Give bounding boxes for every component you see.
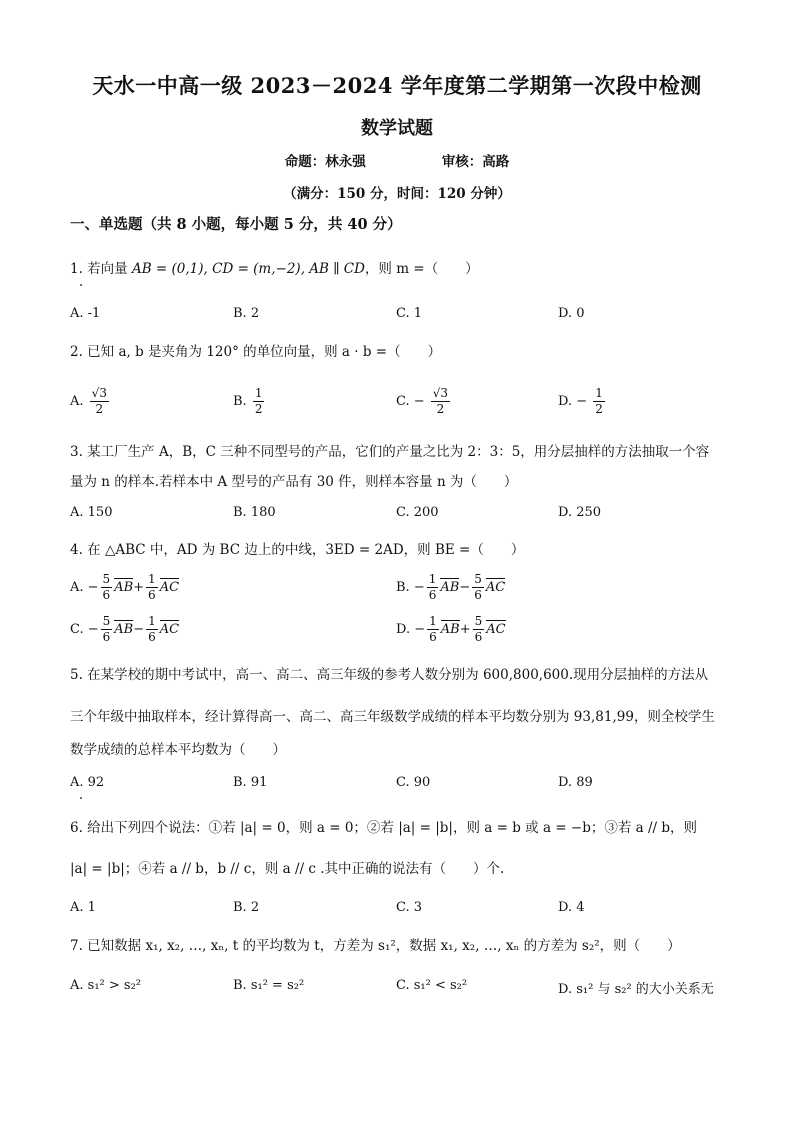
author-label: 命题：林永强 (284, 154, 366, 170)
q2-option-d: D. − $\frac{1}{2}$ (558, 386, 603, 416)
q4-option-c: C. − $\frac{5}{6}$ AB− $\frac{1}{6}$ AC (70, 614, 180, 644)
q3-option-a: A. 150 (70, 505, 113, 520)
q1-math: AB = (0,1), CD = (m,−2), AB ∥ CD (131, 261, 365, 277)
question-3-line-1: 3. 某工厂生产 A，B，C 三种不同型号的产品，它们的产量之比为 2：3：5，用分层抽样的方法抽取一个容 (70, 444, 710, 460)
q6-option-c: C. 3 (396, 900, 423, 915)
q2-option-c: C. − $\frac{√3}{2}$ (396, 386, 449, 416)
q4-option-d: D. − $\frac{1}{6}$ AB+ $\frac{5}{6}$ AC (396, 614, 506, 644)
q3-option-d: D. 250 (558, 505, 602, 520)
q7-option-a: A. s₁² > s₂² (70, 978, 141, 993)
exam-meta (0, 150, 794, 170)
q5-option-a: A. 92 (70, 775, 105, 790)
reviewer-label: 审核：高路 (441, 154, 510, 170)
question-6-line-1: 6. 给出下列四个说法：①若 |a| = 0，则 a = 0；②若 |a| = |b|，则 a = b 或 a = −b；③若 a // b，则 (70, 820, 697, 836)
q2-option-a: A. $\frac{√3}{2}$ (70, 386, 107, 416)
question-5-line-2: 三个年级中抽取样本，经计算得高一、高二、高三年级数学成绩的样本平均数分别为 93,81,99，则全校学生 (70, 709, 715, 725)
question-5-line-3: 数学成绩的总样本平均数为（ ） (70, 742, 286, 758)
scan-dot (80, 284, 82, 286)
exam-subtitle: 数学试题 (361, 118, 433, 139)
question-1 (70, 259, 734, 279)
q6-option-b: B. 2 (233, 900, 260, 915)
q7-option-d: D. s₁² 与 s₂² 的大小关系无 (558, 982, 714, 997)
q7-option-c: C. s₁² < s₂² (396, 978, 468, 993)
q1-option-a: A. -1 (70, 306, 101, 321)
question-2: 2. 已知 a, b 是夹角为 120° 的单位向量，则 a · b =（ ） (70, 344, 442, 360)
q4-option-b: B. − $\frac{1}{6}$ AB− $\frac{5}{6}$ AC (396, 572, 506, 602)
question-7: 7. 已知数据 x₁, x₂, …, xₙ, t 的平均数为 t，方差为 s₁²，数据 x₁, x₂, …, xₙ 的方差为 s₂²，则（ ） (70, 938, 681, 954)
q4-option-a: A. − $\frac{5}{6}$ AB+ $\frac{1}{6}$ AC (70, 572, 180, 602)
question-5-line-1: 5. 在某学校的期中考试中，高一、高二、高三年级的参考人数分别为 600,800,600.现用分层抽样的方法从 (70, 667, 709, 683)
q3-option-c: C. 200 (396, 505, 439, 520)
q1-option-d: D. 0 (558, 306, 585, 321)
score-time: （满分：150 分，时间：120 分钟） (283, 186, 511, 202)
question-3-line-2: 量为 n 的样本.若样本中 A 型号的产品有 30 件，则样本容量 n 为（ ） (70, 474, 518, 490)
question-4: 4. 在 △ABC 中，AD 为 BC 边上的中线，3ED = 2AD，则 BE =（ ） (70, 542, 525, 558)
q3-option-b: B. 180 (233, 505, 276, 520)
q1-pre: 1. 若向量 (70, 261, 132, 277)
q1-post: ，则 m =（ ） (364, 261, 479, 277)
q1-option-c: C. 1 (396, 306, 423, 321)
scan-dot (80, 797, 82, 799)
section-heading: 一、单选题（共 8 小题，每小题 5 分，共 40 分） (70, 216, 402, 233)
q5-option-d: D. 89 (558, 775, 593, 790)
q6-option-d: D. 4 (558, 900, 585, 915)
q2-option-b: B. $\frac{1}{2}$ (233, 386, 263, 416)
q5-option-c: C. 90 (396, 775, 431, 790)
q6-option-a: A. 1 (70, 900, 96, 915)
exam-title: 天水一中高一级 2023－2024 学年度第二学期第一次段中检测 (92, 73, 702, 98)
q1-option-b: B. 2 (233, 306, 260, 321)
question-6-line-2: |a| = |b|；④若 a // b，b // c，则 a // c .其中正确的说法有（ ）个. (70, 861, 505, 877)
q5-option-b: B. 91 (233, 775, 268, 790)
q7-option-b: B. s₁² = s₂² (233, 978, 305, 993)
